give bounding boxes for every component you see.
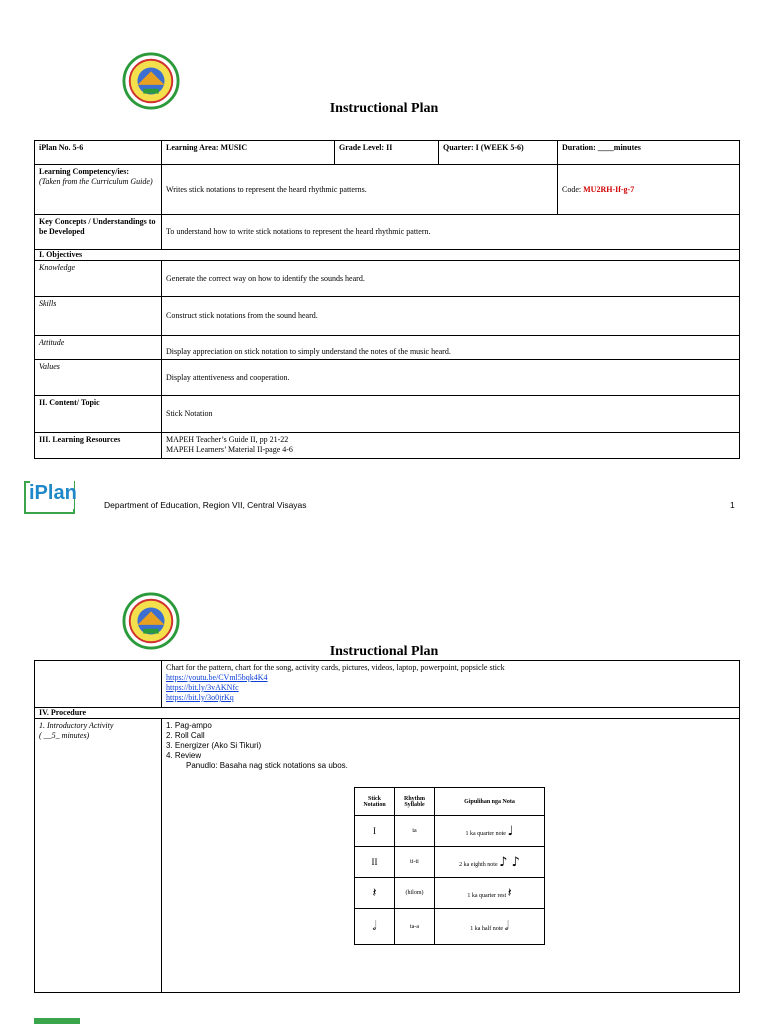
rhythm-syllable-4: ta-a	[395, 909, 435, 945]
intro-minutes: ( __5_ minutes)	[39, 731, 90, 740]
step-2: 2. Roll Call	[166, 731, 205, 740]
quarter-rest-icon: 𝄽	[355, 878, 395, 909]
rhythm-header-row	[355, 788, 545, 816]
rhythm-desc-1: 1 ka quarter note	[465, 830, 506, 837]
learning-area: Learning Area: MUSIC	[162, 141, 335, 165]
table-row	[355, 847, 545, 878]
rhythm-header-syllable: Rhythm Syllable	[395, 788, 435, 816]
step-4: 4. Review	[166, 751, 202, 760]
link-bitly-2[interactable]: https://bit.ly/3o0jrKq	[166, 693, 234, 702]
content-label: II. Content/ Topic	[35, 396, 162, 433]
values-row	[35, 360, 740, 396]
key-concepts-label: Key Concepts / Understandings to be Developed	[35, 215, 162, 250]
step-3: 3. Energizer (Ako Si Tikuri)	[166, 741, 262, 750]
rhythm-note-cell-3	[435, 878, 545, 909]
intro-label-cell	[35, 719, 162, 993]
competency-sublabel: (Taken from the Curriculum Guide)	[39, 177, 153, 186]
key-concepts-value: To understand how to write stick notations to represent the heard rhythmic pattern.	[162, 215, 740, 250]
table-row	[355, 878, 545, 909]
rhythm-header-note: Gipulihan nga Nota	[435, 788, 545, 816]
content-row	[35, 396, 740, 433]
iplan-logo-text: iPlan	[29, 482, 77, 504]
iplan-number: iPlan No. 5-6	[35, 141, 162, 165]
knowledge-row	[35, 261, 740, 297]
knowledge-label: Knowledge	[35, 261, 162, 297]
quarter-rest-symbol-icon: 𝄽	[507, 885, 512, 901]
competency-label: Learning Competency/ies:	[39, 167, 129, 176]
half-note-stick-icon: 𝅗𝅥	[355, 909, 395, 945]
table-row	[355, 909, 545, 945]
rhythm-note-cell-2	[435, 847, 545, 878]
rhythm-desc-3: 1 ka quarter rest	[467, 892, 507, 899]
key-concepts-row	[35, 215, 740, 250]
rhythm-desc-2: 2 ka eighth note	[459, 861, 498, 868]
link-youtube[interactable]: https://youtu.be/CVml5bqk4K4	[166, 673, 268, 682]
half-note-icon: 𝅗𝅥	[504, 919, 509, 934]
materials-text: Chart for the pattern, chart for the song, activity cards, pictures, videos, laptop, powerpoint, popsicle stick	[166, 663, 505, 672]
skills-label: Skills	[35, 297, 162, 336]
rhythm-note-cell-1	[435, 816, 545, 847]
competency-value: Writes stick notations to represent the heard rhythmic patterns.	[162, 165, 558, 215]
resources-line-2: MAPEH Learners’ Material II-page 4-6	[166, 445, 293, 454]
footer-page-number: 1	[730, 500, 735, 510]
resources-row	[35, 433, 740, 459]
knowledge-value: Generate the correct way on how to identify the sounds heard.	[162, 261, 740, 297]
rhythm-syllable-2: ti-ti	[395, 847, 435, 878]
intro-label: 1. Introductory Activity	[39, 721, 114, 730]
resources-line-1: MAPEH Teacher’s Guide II, pp 21-22	[166, 435, 289, 444]
competency-code-cell	[558, 165, 740, 215]
rhythm-syllable-1: ta	[395, 816, 435, 847]
attitude-row	[35, 336, 740, 360]
materials-row	[35, 661, 740, 708]
attitude-value: Display appreciation on stick notation to simply understand the notes of the music heard.	[162, 336, 740, 360]
values-value: Display attentiveness and cooperation.	[162, 360, 740, 396]
table-row	[355, 816, 545, 847]
page-title-2: Instructional Plan	[329, 644, 439, 659]
rhythm-syllable-3: (hilom)	[395, 878, 435, 909]
duration: Duration: ____minutes	[558, 141, 740, 165]
footer-department: Department of Education, Region VII, Central Visayas	[104, 500, 307, 510]
next-page-logo-edge	[34, 1018, 80, 1024]
content-value: Stick Notation	[162, 396, 740, 433]
procedure-row	[35, 708, 740, 719]
resources-cell	[162, 433, 740, 459]
rhythm-desc-4: 1 ka half note	[470, 926, 504, 932]
resources-label: III. Learning Resources	[35, 433, 162, 459]
link-bitly-1[interactable]: https://bit.ly/3vAKNfc	[166, 683, 239, 692]
iplan-logo	[24, 478, 76, 514]
rhythm-header-stick: Stick Notation	[355, 788, 395, 816]
materials-cell	[162, 661, 740, 708]
header-row	[35, 141, 740, 165]
attitude-label: Attitude	[35, 336, 162, 360]
skills-row	[35, 297, 740, 336]
code-value: MU2RH-If-g-7	[583, 184, 635, 194]
grade-level: Grade Level: II	[335, 141, 439, 165]
rhythm-table	[354, 787, 545, 945]
quarter: Quarter: I (WEEK 5-6)	[439, 141, 558, 165]
objectives-row	[35, 250, 740, 261]
eighth-notes-icon: ♪ ♪	[499, 854, 520, 870]
step-1: 1. Pag-ampo	[166, 721, 212, 730]
skills-value: Construct stick notations from the sound heard.	[162, 297, 740, 336]
quarter-note-icon: ♩	[507, 823, 514, 839]
plan-table-page1	[34, 140, 740, 459]
page-title: Instructional Plan	[329, 101, 439, 116]
procedure-label: IV. Procedure	[35, 708, 740, 719]
code-label: Code:	[562, 184, 582, 194]
objectives-label: I. Objectives	[35, 250, 740, 261]
competency-row	[35, 165, 740, 215]
deped-seal-icon-page2	[122, 592, 180, 650]
competency-label-cell	[35, 165, 162, 215]
rhythm-note-cell-4	[435, 909, 545, 945]
rhythm-stick-2: II	[355, 847, 395, 878]
values-label: Values	[35, 360, 162, 396]
review-instruction: Panudlo: Basaha nag stick notations sa ubos.	[186, 761, 348, 770]
rhythm-stick-1: I	[355, 816, 395, 847]
materials-label-cell	[35, 661, 162, 708]
